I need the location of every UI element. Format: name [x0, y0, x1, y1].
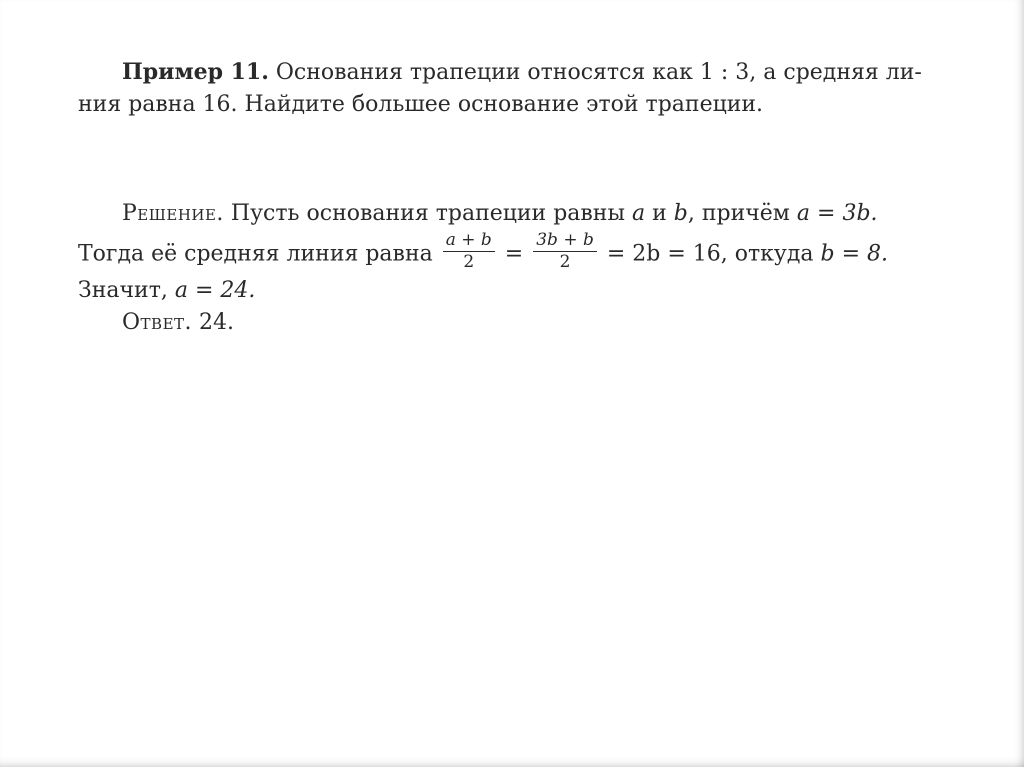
solution-text-1: Пусть основания трапеции равны	[223, 201, 632, 226]
solution-text-2: Тогда её средняя линия равна	[78, 241, 440, 267]
solution-block	[78, 198, 948, 339]
var-a: a	[631, 201, 646, 226]
problem-line-2	[78, 89, 948, 121]
document-page	[78, 56, 948, 339]
problem-text-2: ния равна 16. Найдите большее основание этой трапеции.	[78, 92, 764, 117]
problem-statement	[78, 56, 948, 121]
answer-value: 24.	[192, 310, 234, 335]
solution-prichem: , причём	[687, 201, 797, 226]
problem-line-1	[78, 56, 948, 89]
solution-and: и	[645, 201, 674, 226]
problem-text-1: Основания трапеции относятся как 1 : 3, а средняя ли-	[268, 60, 922, 85]
fraction-a-plus-b	[443, 231, 495, 272]
var-b: b	[673, 201, 688, 226]
solution-line-3	[78, 275, 948, 307]
problem-label: Пример 11.	[122, 59, 269, 85]
fraction-2-numerator: 3b + b	[533, 231, 597, 252]
solution-text-3: Значит,	[78, 278, 175, 303]
fraction-1-numerator: a + b	[443, 231, 495, 252]
answer-label: Ответ.	[122, 310, 193, 335]
answer-line	[78, 307, 948, 339]
fraction-1-denominator: 2	[463, 252, 475, 272]
equation-2b-16: = 2b = 16, откуда	[599, 241, 821, 267]
fraction-2-denominator: 2	[559, 252, 571, 272]
solution-label: Решение.	[122, 201, 224, 226]
fraction-3b-plus-b	[533, 231, 597, 272]
solution-line-1	[78, 198, 948, 230]
equation-a-24: a = 24.	[174, 278, 256, 303]
equals-sign: =	[497, 241, 531, 267]
equation-b-8: b = 8.	[820, 241, 889, 267]
equation-a-3b: a = 3b.	[796, 201, 878, 226]
solution-line-2	[78, 230, 948, 275]
